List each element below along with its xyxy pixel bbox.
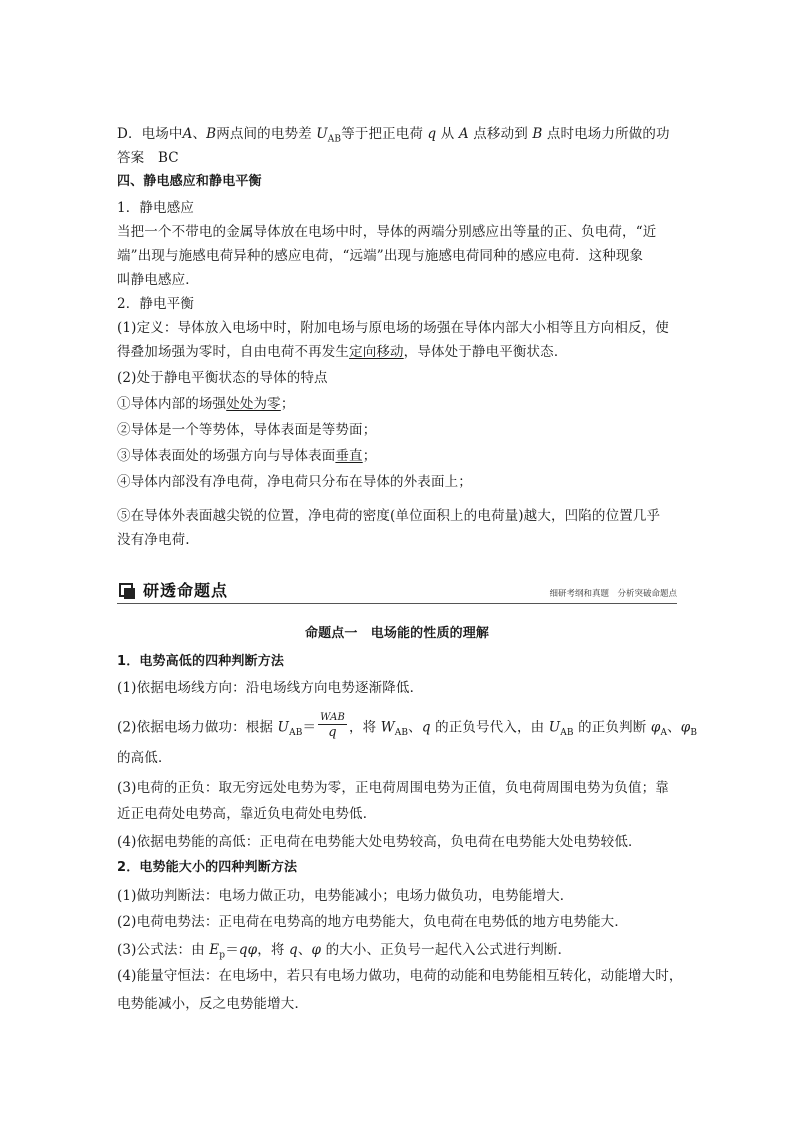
subscript: A bbox=[660, 728, 668, 739]
text: ； bbox=[362, 448, 377, 464]
symbol: qφ bbox=[238, 942, 258, 958]
paragraph-line: (1)做功判断法：电场力做正功，电势能减小；电场力做负功，电势能增大． bbox=[117, 888, 574, 904]
text: 的正负号代入，由 bbox=[435, 719, 545, 736]
symbol: q bbox=[421, 719, 431, 736]
fraction bbox=[318, 712, 347, 740]
paragraph-line bbox=[117, 712, 698, 743]
text: 从 bbox=[440, 126, 455, 142]
text: D．电场中 bbox=[117, 126, 183, 142]
text: (3)公式法：由 bbox=[117, 942, 205, 958]
paragraph-line: (2)电荷电势法：正电荷在电势高的地方电势能大，负电荷在电势低的地方电势能大． bbox=[117, 914, 628, 930]
symbol: φ bbox=[650, 719, 661, 736]
text: 、 bbox=[408, 719, 422, 736]
text: ①导体内部的场强 bbox=[117, 396, 227, 412]
text: 得叠加场强为零时，自由电荷不再发生 bbox=[117, 344, 350, 360]
topic-heading: 命题点一 电场能的性质的理解 bbox=[304, 626, 490, 641]
text: 、 bbox=[297, 942, 312, 958]
paragraph-line: (2)处于静电平衡状态的导体的特点 bbox=[117, 370, 328, 386]
paragraph-line: 叫静电感应． bbox=[117, 272, 199, 288]
key-term: 处处为零 bbox=[226, 396, 281, 412]
text: (2)依据电场力做功：根据 bbox=[117, 719, 274, 736]
text: 的正负判断 bbox=[578, 719, 647, 736]
paragraph-line: (4)依据电势能的高低：正电荷在电势能大处电势较高，负电荷在电势能大处电势较低． bbox=[117, 834, 642, 850]
text: ，将 bbox=[348, 719, 377, 736]
list-item bbox=[117, 394, 677, 414]
paragraph-line: 近正电荷处电势高，靠近负电荷处电势低． bbox=[117, 806, 377, 822]
option-d bbox=[117, 124, 677, 150]
symbol: U bbox=[277, 719, 290, 736]
denominator: q bbox=[328, 725, 337, 740]
numerator: WAB bbox=[320, 712, 345, 723]
subscript: AB bbox=[289, 728, 303, 739]
paragraph-line bbox=[117, 940, 677, 966]
text: 、 bbox=[192, 126, 207, 142]
key-term: 定向移动 bbox=[349, 344, 404, 360]
banner-title: 研透命题点 bbox=[143, 581, 229, 600]
paragraph-line: (3)电荷的正负：取无穷远处电势为零，正电荷周围电势为正值，负电荷周围电势为负值；靠 bbox=[117, 780, 669, 796]
symbol: B bbox=[532, 126, 543, 142]
text: 点时电场力所做的功 bbox=[546, 126, 670, 142]
list-item: ②导体是一个等势体，导体表面是等势面； bbox=[117, 422, 377, 438]
symbol: U bbox=[548, 719, 561, 736]
divider bbox=[117, 603, 677, 604]
paragraph-line: 端”出现与施感电荷异种的感应电荷，“远端”出现与施感电荷同种的感应电荷．这种现象 bbox=[117, 248, 644, 264]
subscript: B bbox=[690, 728, 698, 739]
text: 点移动到 bbox=[473, 126, 528, 142]
text: ③导体表面处的场强方向与导体表面 bbox=[117, 448, 336, 464]
symbol: A bbox=[182, 126, 193, 142]
text: ＝ bbox=[225, 942, 239, 958]
symbol: A bbox=[458, 126, 469, 142]
paragraph-line: 电势能减小，反之电势能增大． bbox=[117, 996, 309, 1012]
symbol: φ bbox=[311, 942, 322, 958]
paragraph-line: 当把一个不带电的金属导体放在电场中时，导体的两端分别感应出等量的正、负电荷，“近 bbox=[117, 224, 657, 240]
answer-line: 答案 BC bbox=[117, 150, 179, 166]
text: ，将 bbox=[257, 942, 285, 958]
text: ＝ bbox=[302, 719, 317, 736]
key-term: 垂直 bbox=[335, 448, 363, 464]
section-banner bbox=[117, 580, 677, 604]
paragraph-line: (1)定义：导体放入电场中时，附加电场与原电场的场强在导体内部大小相等且方向相反，使 bbox=[117, 320, 669, 336]
subscript: AB bbox=[560, 728, 574, 739]
symbol: W bbox=[380, 719, 395, 736]
paragraph-line: (1)依据电场线方向：沿电场线方向电势逐渐降低． bbox=[117, 680, 424, 696]
symbol: B bbox=[206, 126, 217, 142]
text: 、 bbox=[667, 719, 681, 736]
list-item: ⑤在导体外表面越尖锐的位置，净电荷的密度(单位面积上的电荷量)越大，凹陷的位置几乎 bbox=[117, 508, 661, 524]
paragraph-line: (4)能量守恒法：在电场中，若只有电场力做功，电荷的动能和电势能相互转化，动能增大时， bbox=[117, 968, 683, 984]
subscript: p bbox=[219, 950, 226, 961]
symbol: φ bbox=[680, 719, 691, 736]
paragraph-line: 的高低． bbox=[117, 750, 172, 766]
subheading: 2．静电平衡 bbox=[117, 296, 194, 312]
subheading: 1．电势高低的四种判断方法 bbox=[117, 654, 284, 669]
text: ； bbox=[280, 396, 295, 412]
list-item: ④导体内部没有净电荷，净电荷只分布在导体的外表面上； bbox=[117, 474, 472, 490]
paragraph-line bbox=[117, 342, 677, 362]
list-item: 没有净电荷. bbox=[117, 532, 190, 548]
text: 的大小、正负号一起代入公式进行判断． bbox=[325, 942, 572, 958]
square-logo-icon bbox=[119, 583, 135, 599]
banner-tagline: 细研考纲和真题 分析突破命题点 bbox=[549, 589, 677, 599]
text: 两点间的电势差 bbox=[216, 126, 312, 142]
list-item bbox=[117, 446, 677, 466]
symbol: q bbox=[427, 126, 437, 142]
subheading: 2．电势能大小的四种判断方法 bbox=[117, 860, 298, 875]
subscript: AB bbox=[394, 728, 409, 739]
symbol: E bbox=[209, 942, 220, 958]
text: 等于把正电荷 bbox=[341, 126, 424, 142]
symbol: U bbox=[316, 126, 328, 142]
section-heading: 四、静电感应和静电平衡 bbox=[117, 174, 262, 189]
subheading: 1．静电感应 bbox=[117, 200, 194, 216]
subscript: AB bbox=[327, 134, 342, 145]
text: ，导体处于静电平衡状态． bbox=[403, 344, 568, 360]
symbol: q bbox=[289, 942, 298, 958]
